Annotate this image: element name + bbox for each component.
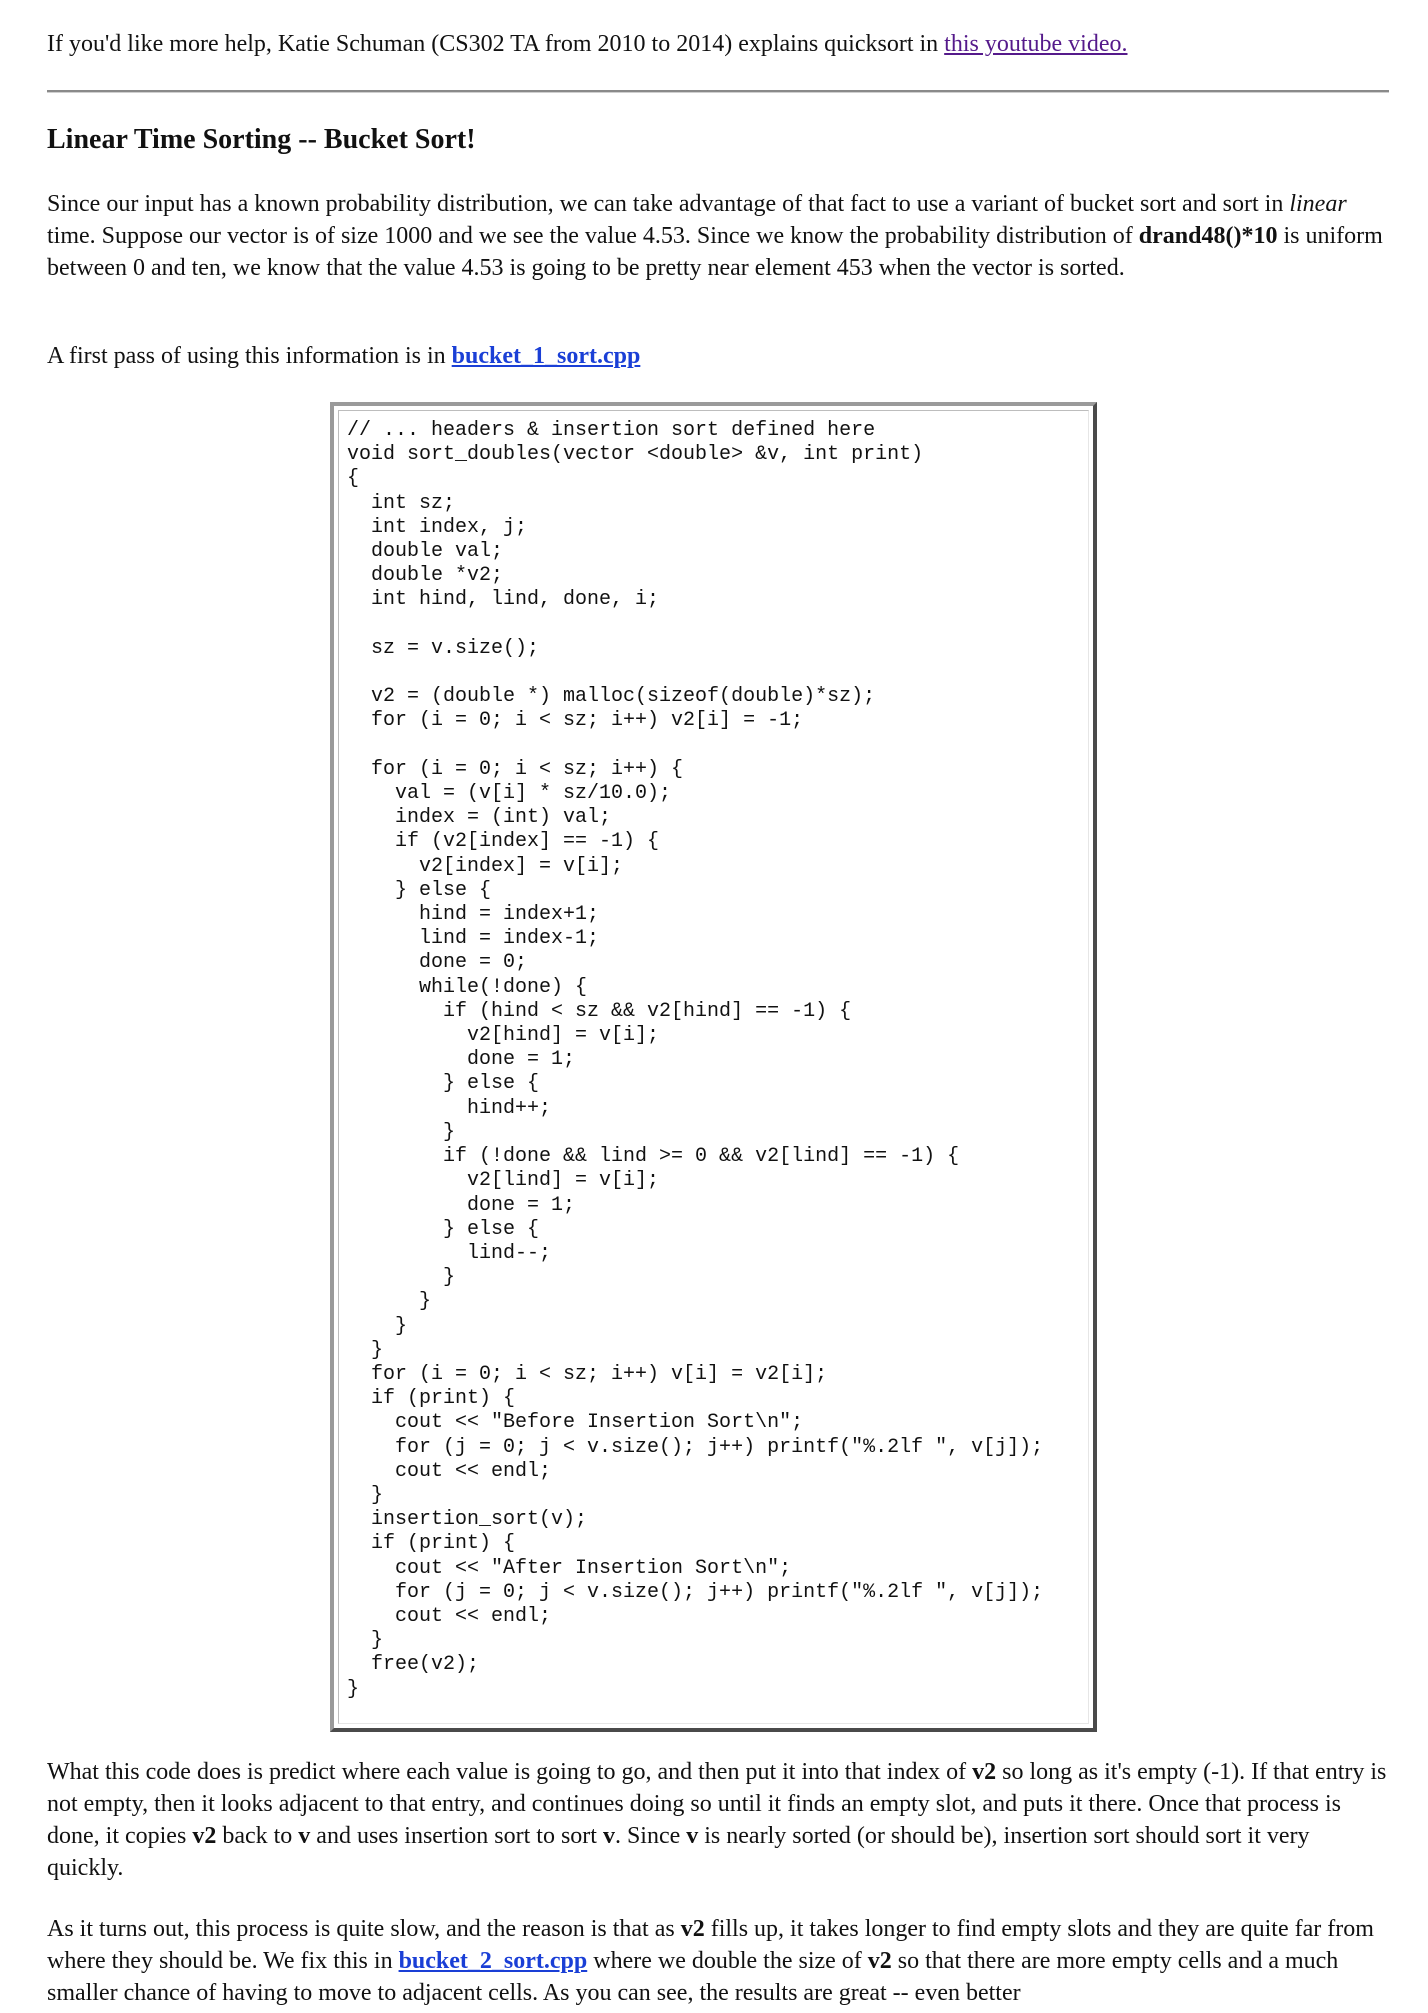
performance-paragraph: As it turns out, this process is quite slow, and the reason is that as v2 fills up, it takes longer to find empty slots and they are quite far from where they should be. We fix this in bucket_2_sort.cpp where we double the size of v2 so that there are more empty cells and a much smaller chance of having to move to adjacent cells. As you can see, the results are great -- even better bbox=[47, 1916, 1374, 2006]
linear-emphasis: linear bbox=[1289, 191, 1347, 217]
bucket-1-sort-link[interactable]: bucket_1_sort.cpp bbox=[451, 343, 641, 369]
code-listing: // ... headers & insertion sort defined here void sort_doubles(vector <double> &v, int print) { int sz; int index, j; double val; double *v2; int hind, lind, done, i; sz = v.size(); v2 = (double *) malloc(sizeof(double)*sz); for (i = 0; i < sz; i++) v2[i] = -1; for (i = 0; i < sz; i++) { val = (v[i] * sz/10.0); index = (int) val; if (v2[index] == -1) { v2[index] = v[i]; } else { hind = index+1; lind = index-1; done = 0; while(!done) { if (hind < sz && v2[hind] == -1) { v2[hind] = v[i]; done = 1; } else { hind++; } if (!done && lind >= 0 && v2[lind] == -1) { v2[lind] = v[i]; done = 1; } else { lind--; } } } } for (i = 0; i < sz; i++) v[i] = v2[i]; if (print) { cout << "Before Insertion Sort\n"; for (j = 0; j < v.size(); j++) printf("%.2lf ", v[j]); cout << endl; } insertion_sort(v); if (print) { cout << "After Insertion Sort\n"; for (j = 0; j < v.size(); j++) printf("%.2lf ", v[j]); cout << endl; } free(v2); } bbox=[347, 419, 1044, 1701]
first-pass-paragraph: A first pass of using this information is in bucket_1_sort.cpp bbox=[47, 343, 641, 369]
code-listing-inner bbox=[338, 410, 1089, 1724]
youtube-video-link[interactable]: this youtube video. bbox=[944, 31, 1128, 57]
explanation-paragraph: What this code does is predict where each value is going to go, and then put it into that index of v2 so long as it's empty (-1). If that entry is not empty, then it looks adjacent to that entry, and continues doing so until it finds an empty slot, and puts it there. Once that process is done, it copies v2 back to v and uses insertion sort to sort v. Since v is nearly sorted (or should be), insertion sort should sort it very quickly. bbox=[47, 1759, 1387, 1881]
bucket-2-sort-link[interactable]: bucket_2_sort.cpp bbox=[398, 1948, 588, 1974]
intro-text: If you'd like more help, Katie Schuman (CS302 TA from 2010 to 2014) explains quicksort in bbox=[47, 31, 945, 57]
section-title: Linear Time Sorting -- Bucket Sort! bbox=[47, 124, 476, 155]
intro-paragraph bbox=[47, 28, 1389, 60]
horizontal-divider bbox=[47, 90, 1389, 93]
drand48-bold: drand48()*10 bbox=[1138, 223, 1278, 249]
code-listing-box bbox=[330, 402, 1097, 1732]
bucket-sort-intro-paragraph: Since our input has a known probability distribution, we can take advantage of that fact to use a variant of bucket sort and sort in linear time. Suppose our vector is of size 1000 and we see the value 4.53. Since we know the probability distribution of drand48()*10 is uniform between 0 and ten, we know that the value 4.53 is going to be pretty near element 453 when the vector is sorted. bbox=[47, 191, 1383, 281]
